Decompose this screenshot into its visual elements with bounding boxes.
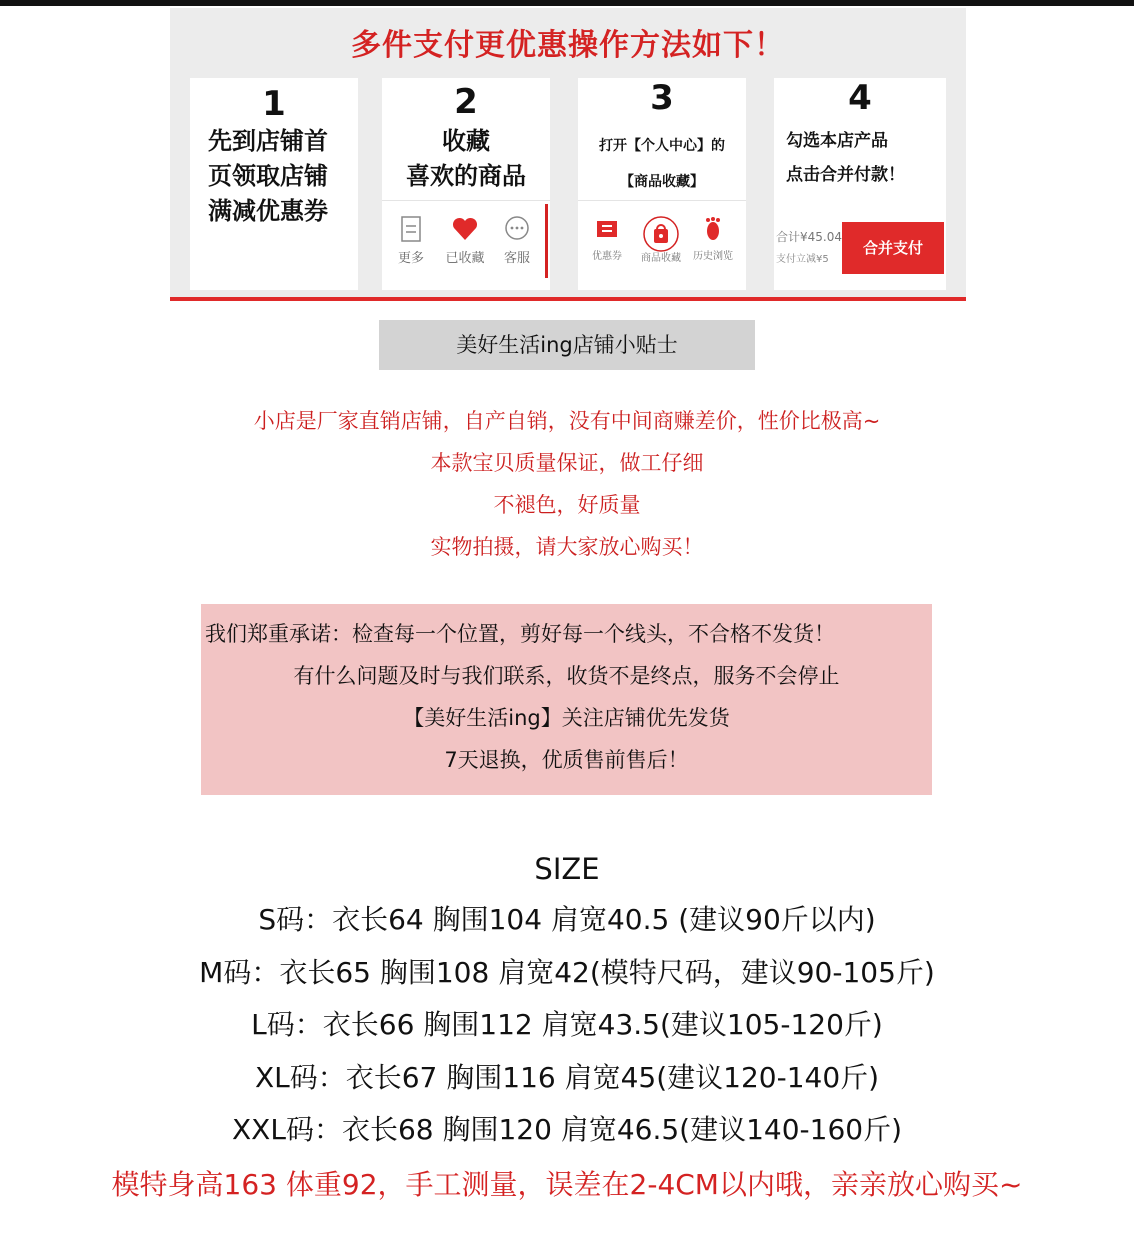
app-toolbar-mock [578,200,746,281]
shop-tips [0,400,1134,568]
step-card-1 [190,78,358,290]
promise-line: 有什么问题及时与我们联系，收货不是终点，服务不会停止 [293,664,840,688]
tip-line: 不褪色，好质量 [493,493,641,517]
size-row-l: L码：衣长66 胸围112 肩宽43.5(建议105-120斤) [251,1008,883,1041]
coupon-icon: 优惠券 [582,215,632,262]
favorites-bag-icon: 商品收藏 [636,215,686,264]
checkout-mock [776,222,944,274]
heart-icon: 已收藏 [440,215,490,266]
step-card-4 [774,78,946,290]
step-text: 打开【个人中心】的 【商品收藏】 [599,138,725,190]
step-text: 勾选本店产品 点击合并付款！ [786,131,905,185]
size-chart [0,844,1134,1157]
discount-text: 支付立减¥5 [776,254,829,265]
promise-box [201,604,932,795]
size-row-s: S码：衣长64 胸围104 肩宽40.5 (建议90斤以内) [258,903,876,936]
promise-line: 我们郑重承诺：检查每一个位置，剪好每一个线头，不合格不发货！ [205,622,835,646]
size-title: SIZE [534,852,600,886]
payment-guide-banner [170,8,966,298]
tip-line: 实物拍摄，请大家放心购买！ [430,535,704,559]
step-text: 先到店铺首 页领取店铺 满减优惠券 [208,127,328,225]
step-card-2 [382,78,550,290]
model-note: 模特身高163 体重92，手工测量，误差在2-4CM以内哦，亲亲放心购买~ [111,1168,1023,1201]
top-border [0,0,1134,6]
step-text: 收藏 喜欢的商品 [406,127,526,190]
step-number: 4 [848,78,872,118]
promise-line: 7天退换，优质售前售后！ [444,748,689,772]
footprint-icon: 历史浏览 [688,215,738,262]
shop-tips-header: 美好生活ing店铺小贴士 [379,320,755,370]
size-row-m: M码：衣长65 胸围108 肩宽42(模特尺码，建议90-105斤) [199,955,935,989]
step-number: 1 [262,84,286,124]
step-number: 2 [454,82,478,122]
app-toolbar-mock [382,200,550,281]
total-price: 合计¥45.04 [776,230,842,244]
promise-line: 【美好生活ing】关注店铺优先发货 [403,706,730,730]
chat-icon: 客服 [492,215,542,266]
banner-title: 多件支付更优惠操作方法如下！ [351,28,785,63]
highlight-bar [545,204,548,278]
tip-line: 小店是厂家直销店铺，自产自销，没有中间商赚差价，性价比极高~ [253,409,881,433]
more-icon: 更多 [386,215,436,266]
banner-divider [170,297,966,301]
step-number: 3 [650,78,674,118]
size-row-xl: XL码：衣长67 胸围116 肩宽45(建议120-140斤) [254,1060,880,1094]
size-row-xxl: XXL码：衣长68 胸围120 肩宽46.5(建议140-160斤) [231,1113,903,1146]
tip-line: 本款宝贝质量保证，做工仔细 [430,451,704,475]
combine-pay-button: 合并支付 [842,222,944,274]
step-card-3 [578,78,746,290]
